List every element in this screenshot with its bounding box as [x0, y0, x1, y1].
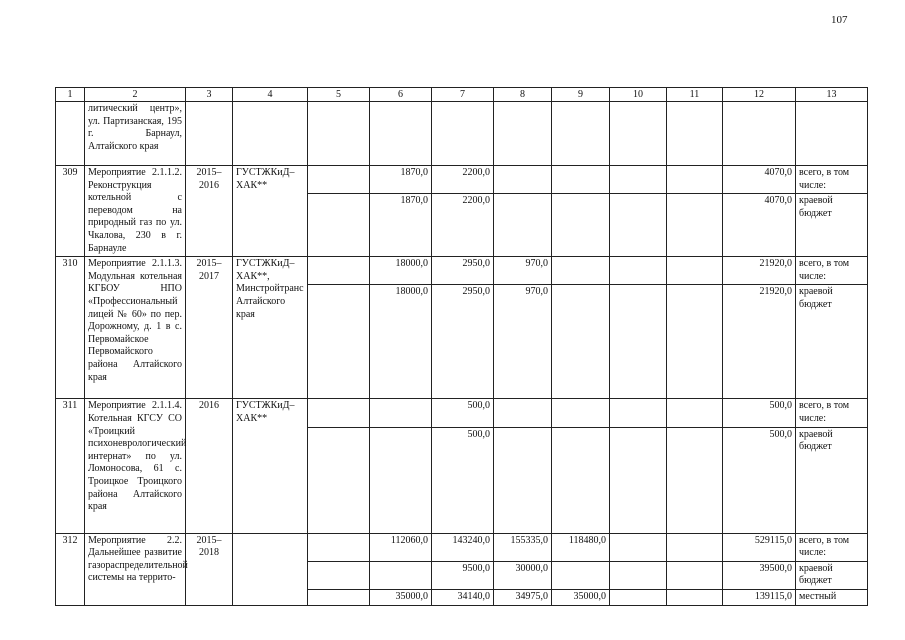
cell-c7: 9500,0 — [432, 561, 494, 589]
table-row — [56, 533, 868, 561]
cell-c10 — [610, 427, 667, 533]
cell-description: Мероприятие 2.1.1.4. Котельная КГСУ СО «Троицкий психоневрологический интернат» по ул. Ломоносова, 61 с. Троицкое Троицкого района Алтайского края — [85, 399, 186, 533]
cell-c9 — [552, 194, 610, 257]
cell-c8 — [494, 399, 552, 427]
cell-executor: ГУСТЖКиД–ХАК**, Минстройтранс Алтайского края — [233, 257, 308, 399]
col-num-13: 13 — [796, 88, 868, 102]
cell-c13 — [796, 102, 868, 166]
cell-c11 — [667, 533, 723, 561]
cell-c11 — [667, 561, 723, 589]
col-num-1: 1 — [56, 88, 85, 102]
cell-c7: 500,0 — [432, 399, 494, 427]
cell-c9 — [552, 102, 610, 166]
cell-c12: 500,0 — [723, 399, 796, 427]
col-num-7: 7 — [432, 88, 494, 102]
cell-c12 — [723, 102, 796, 166]
cell-c11 — [667, 257, 723, 285]
cell-c13: краевой бюджет — [796, 194, 868, 257]
cell-num: 311 — [56, 399, 85, 533]
cell-c13: всего, в том числе: — [796, 399, 868, 427]
cell-c11 — [667, 166, 723, 194]
cell-c7: 2950,0 — [432, 285, 494, 399]
cell-c6 — [370, 102, 432, 166]
cell-c9: 118480,0 — [552, 533, 610, 561]
cell-executor — [233, 102, 308, 166]
cell-c8: 155335,0 — [494, 533, 552, 561]
cell-c11 — [667, 285, 723, 399]
cell-c11 — [667, 102, 723, 166]
col-num-10: 10 — [610, 88, 667, 102]
cell-c6: 18000,0 — [370, 285, 432, 399]
cell-c7: 34140,0 — [432, 589, 494, 605]
cell-period: 2015–2016 — [186, 166, 233, 257]
cell-c13: местный — [796, 589, 868, 605]
cell-c8: 34975,0 — [494, 589, 552, 605]
cell-executor: ГУСТЖКиД–ХАК** — [233, 399, 308, 533]
cell-c9 — [552, 285, 610, 399]
cell-c12: 39500,0 — [723, 561, 796, 589]
cell-c10 — [610, 399, 667, 427]
col-num-9: 9 — [552, 88, 610, 102]
cell-c8: 970,0 — [494, 285, 552, 399]
cell-description: Мероприятие 2.1.1.3. Модульная котельная КГБОУ НПО «Профессиональный лицей № 60» по пер. Дорожному, д. 1 в с. Первомайское Первомайского района Алтайского края — [85, 257, 186, 399]
cell-c13: всего, в том числе: — [796, 166, 868, 194]
table-row — [56, 166, 868, 194]
col-num-6: 6 — [370, 88, 432, 102]
cell-c7: 500,0 — [432, 427, 494, 533]
cell-c10 — [610, 194, 667, 257]
cell-c11 — [667, 427, 723, 533]
cell-c12: 139115,0 — [723, 589, 796, 605]
cell-description: Мероприятие 2.2. Дальнейшее развитие газораспределительной системы на террито- — [85, 533, 186, 605]
cell-c5 — [308, 589, 370, 605]
cell-c7: 2200,0 — [432, 166, 494, 194]
cell-c5 — [308, 166, 370, 194]
cell-c5 — [308, 257, 370, 285]
cell-c7: 2950,0 — [432, 257, 494, 285]
cell-c12: 4070,0 — [723, 194, 796, 257]
cell-c9 — [552, 561, 610, 589]
cell-c10 — [610, 166, 667, 194]
cell-c10 — [610, 533, 667, 561]
col-num-3: 3 — [186, 88, 233, 102]
cell-c9 — [552, 427, 610, 533]
cell-c6: 112060,0 — [370, 533, 432, 561]
cell-c10 — [610, 589, 667, 605]
cell-executor: ГУСТЖКиД–ХАК** — [233, 166, 308, 257]
cell-c11 — [667, 589, 723, 605]
cell-c9: 35000,0 — [552, 589, 610, 605]
cell-c12: 4070,0 — [723, 166, 796, 194]
cell-c10 — [610, 257, 667, 285]
cell-c5 — [308, 399, 370, 427]
table-row — [56, 399, 868, 427]
cell-c5 — [308, 427, 370, 533]
cell-c9 — [552, 399, 610, 427]
page-number: 107 — [831, 14, 848, 26]
cell-c6: 18000,0 — [370, 257, 432, 285]
cell-description: Мероприятие 2.1.1.2. Реконструкция котельной с переводом на природный газ по ул. Чкалова, 230 в г. Барнауле — [85, 166, 186, 257]
cell-c6: 1870,0 — [370, 166, 432, 194]
table-row — [56, 257, 868, 285]
cell-num: 309 — [56, 166, 85, 257]
cell-c5 — [308, 102, 370, 166]
cell-c11 — [667, 194, 723, 257]
cell-c7: 2200,0 — [432, 194, 494, 257]
cell-c9 — [552, 257, 610, 285]
cell-c12: 500,0 — [723, 427, 796, 533]
cell-period — [186, 102, 233, 166]
continuation-row — [56, 102, 868, 166]
col-num-2: 2 — [85, 88, 186, 102]
col-num-8: 8 — [494, 88, 552, 102]
cell-description: литический центр», ул. Партизанская, 195 г. Барнаул, Алтайского края — [85, 102, 186, 166]
cell-c8: 30000,0 — [494, 561, 552, 589]
cell-c7: 143240,0 — [432, 533, 494, 561]
cell-num: 312 — [56, 533, 85, 605]
cell-c8 — [494, 102, 552, 166]
cell-c12: 529115,0 — [723, 533, 796, 561]
cell-c13: краевой бюджет — [796, 561, 868, 589]
cell-period: 2015–2018 — [186, 533, 233, 605]
cell-num — [56, 102, 85, 166]
cell-c13: краевой бюджет — [796, 285, 868, 399]
budget-table — [55, 87, 868, 606]
cell-c10 — [610, 561, 667, 589]
cell-c7 — [432, 102, 494, 166]
cell-c8 — [494, 166, 552, 194]
cell-c6: 1870,0 — [370, 194, 432, 257]
cell-executor — [233, 533, 308, 605]
cell-c13: краевой бюджет — [796, 427, 868, 533]
cell-period: 2016 — [186, 399, 233, 533]
cell-c13: всего, в том числе: — [796, 257, 868, 285]
col-num-12: 12 — [723, 88, 796, 102]
cell-c11 — [667, 399, 723, 427]
cell-c5 — [308, 561, 370, 589]
cell-c13: всего, в том числе: — [796, 533, 868, 561]
cell-num: 310 — [56, 257, 85, 399]
cell-c12: 21920,0 — [723, 285, 796, 399]
col-num-11: 11 — [667, 88, 723, 102]
column-number-row — [56, 88, 868, 102]
cell-c8 — [494, 194, 552, 257]
col-num-5: 5 — [308, 88, 370, 102]
cell-c5 — [308, 285, 370, 399]
cell-c8 — [494, 427, 552, 533]
cell-c6 — [370, 399, 432, 427]
cell-c8: 970,0 — [494, 257, 552, 285]
cell-c12: 21920,0 — [723, 257, 796, 285]
cell-period: 2015–2017 — [186, 257, 233, 399]
cell-c6 — [370, 427, 432, 533]
cell-c10 — [610, 285, 667, 399]
cell-c10 — [610, 102, 667, 166]
col-num-4: 4 — [233, 88, 308, 102]
cell-c5 — [308, 533, 370, 561]
cell-c9 — [552, 166, 610, 194]
cell-c5 — [308, 194, 370, 257]
cell-c6 — [370, 561, 432, 589]
cell-c6: 35000,0 — [370, 589, 432, 605]
